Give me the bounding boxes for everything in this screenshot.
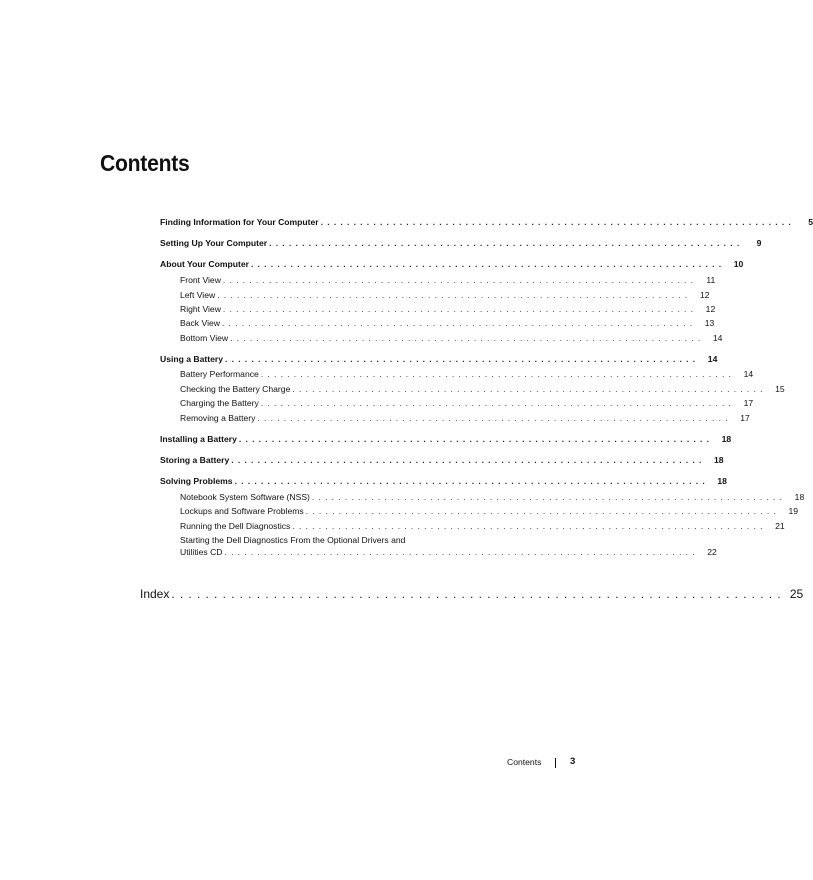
dot-leader: ........................................................................ bbox=[320, 217, 795, 227]
toc-entry-page: 11 bbox=[706, 275, 716, 285]
toc-entry-page: 25 bbox=[789, 587, 804, 601]
toc-subentry-first-line[interactable]: Starting the Dell Diagnostics From the Optional Drivers and bbox=[180, 535, 406, 545]
toc-subentry[interactable] bbox=[180, 491, 805, 503]
toc-entry-label: Back View bbox=[180, 318, 220, 328]
toc-entry-label: Front View bbox=[180, 275, 221, 285]
dot-leader: ........................................................................ bbox=[269, 238, 744, 248]
toc-subentry[interactable] bbox=[180, 546, 717, 558]
dot-leader: ........................................................................ bbox=[260, 398, 736, 408]
toc-subentry[interactable] bbox=[180, 412, 750, 424]
toc-entry-label: Removing a Battery bbox=[180, 413, 256, 423]
toc-entry-label: Left View bbox=[180, 290, 216, 300]
toc-entry-page: 17 bbox=[740, 413, 750, 423]
dot-leader: ........................................................................ bbox=[257, 413, 732, 423]
dot-leader: ........................................................................ bbox=[217, 290, 692, 300]
toc-entry-label: Charging the Battery bbox=[180, 398, 259, 408]
footer-section-label: Contents bbox=[507, 757, 542, 767]
toc-entry-page: 12 bbox=[705, 304, 716, 314]
footer-divider bbox=[555, 758, 556, 768]
dot-leader: ........................................................................ bbox=[231, 455, 706, 465]
toc-subentry[interactable] bbox=[180, 368, 754, 380]
toc-entry-page: 9 bbox=[756, 238, 762, 248]
toc-entry-label: Solving Problems bbox=[160, 476, 233, 486]
toc-subentry[interactable] bbox=[180, 317, 715, 329]
toc-entry-page: 18 bbox=[721, 434, 732, 444]
toc-subentry[interactable] bbox=[180, 332, 723, 344]
dot-leader: ........................................................................ bbox=[222, 275, 698, 285]
toc-entry-page: 21 bbox=[775, 521, 785, 531]
toc-entry-page: 15 bbox=[775, 384, 785, 394]
toc-entry-page: 22 bbox=[707, 547, 717, 557]
dot-leader: ........................................................................ bbox=[221, 318, 697, 328]
toc-subentry[interactable] bbox=[180, 397, 754, 409]
dot-leader: ........................................................................ bbox=[230, 333, 705, 343]
toc-entry-page: 14 bbox=[743, 369, 754, 379]
toc-entry[interactable] bbox=[160, 454, 724, 466]
dot-leader: ........................................................................ bbox=[260, 369, 736, 379]
toc-entry-label: About Your Computer bbox=[160, 259, 249, 269]
toc-entry-label: Bottom View bbox=[180, 333, 229, 343]
toc-entry-page: 12 bbox=[699, 290, 710, 300]
toc-entry-label: Running the Dell Diagnostics bbox=[180, 521, 291, 531]
toc-entry[interactable] bbox=[160, 475, 727, 487]
toc-entry-label: Notebook System Software (NSS) bbox=[180, 492, 310, 502]
toc-entry-page: 19 bbox=[788, 506, 799, 516]
dot-leader: ........................................................................ bbox=[292, 384, 767, 394]
dot-leader: ........................................................................ bbox=[238, 434, 714, 444]
toc-entry-page: 5 bbox=[808, 217, 813, 227]
footer-page-number: 3 bbox=[570, 756, 576, 767]
toc-entry-page: 17 bbox=[743, 398, 754, 408]
toc-entry-label: Index bbox=[140, 587, 170, 601]
dot-leader: ........................................................................ bbox=[224, 547, 699, 557]
toc-entry[interactable] bbox=[160, 216, 813, 228]
toc-entry[interactable] bbox=[160, 353, 718, 365]
toc-subentry[interactable] bbox=[180, 303, 716, 315]
toc-entry-page: 18 bbox=[794, 492, 805, 502]
toc-entry-label: Battery Performance bbox=[180, 369, 259, 379]
toc-entry-page: 18 bbox=[717, 476, 727, 486]
toc-entry-label: Lockups and Software Problems bbox=[180, 506, 304, 516]
dot-leader: ........................................................................ bbox=[305, 506, 781, 516]
toc-entry-page: 18 bbox=[714, 455, 724, 465]
toc-subentry[interactable] bbox=[180, 274, 716, 286]
dot-leader: ........................................................................ bbox=[292, 521, 767, 531]
toc-subentry[interactable] bbox=[180, 520, 785, 532]
toc-entry[interactable] bbox=[160, 433, 732, 445]
dot-leader: ........................................................................ bbox=[225, 354, 700, 364]
toc-entry-page: 14 bbox=[712, 333, 723, 343]
toc-index-entry[interactable] bbox=[140, 587, 804, 601]
toc-entry-page: 13 bbox=[704, 318, 715, 328]
toc-entry[interactable] bbox=[160, 258, 744, 270]
toc-entry-label: Checking the Battery Charge bbox=[180, 384, 291, 394]
toc-subentry[interactable] bbox=[180, 505, 799, 517]
dot-leader: ........................................................................ bbox=[234, 476, 709, 486]
toc-entry-label: Finding Information for Your Computer bbox=[160, 217, 319, 227]
toc-subentry[interactable] bbox=[180, 289, 710, 301]
dot-leader: ........................................................................ bbox=[250, 259, 726, 269]
toc-entry-label: Utilities CD bbox=[180, 547, 223, 557]
toc-entry-label: Installing a Battery bbox=[160, 434, 237, 444]
dot-leader: ........................................................................ bbox=[311, 492, 787, 502]
toc-entry-label: Using a Battery bbox=[160, 354, 224, 364]
toc-entry-page: 10 bbox=[733, 259, 744, 269]
toc-entry-label: Storing a Battery bbox=[160, 455, 230, 465]
dot-leader: ........................................................................ bbox=[222, 304, 698, 314]
toc-entry-page: 14 bbox=[707, 354, 718, 364]
toc-entry-label: Setting Up Your Computer bbox=[160, 238, 268, 248]
toc-entry-label: Right View bbox=[180, 304, 221, 314]
toc-entry[interactable] bbox=[160, 237, 762, 249]
dot-leader: ........................................................................ bbox=[171, 587, 786, 601]
toc-subentry[interactable] bbox=[180, 383, 785, 395]
page-title: Contents bbox=[100, 150, 190, 176]
